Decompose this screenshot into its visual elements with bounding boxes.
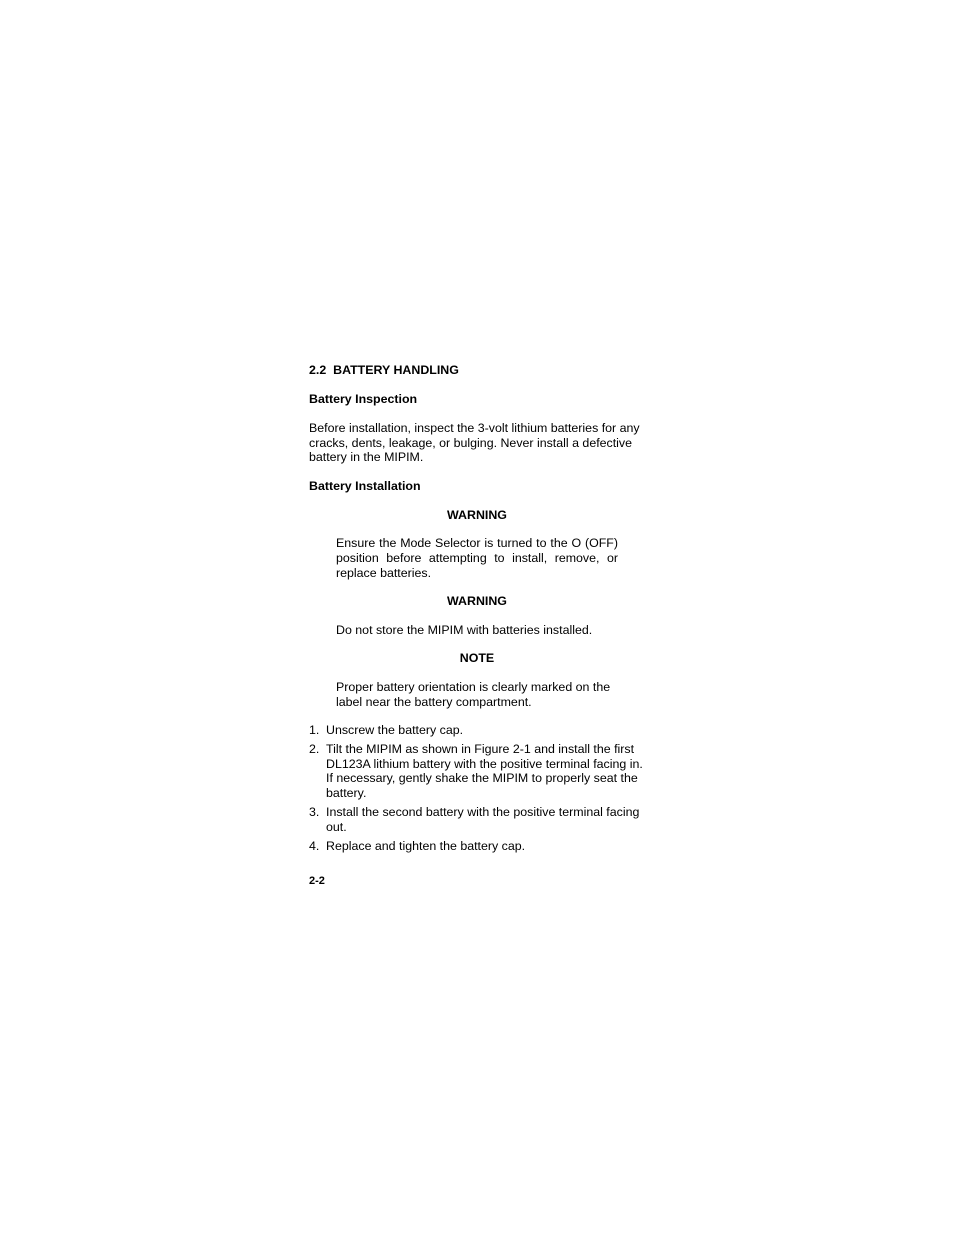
page-content xyxy=(309,363,649,858)
section-number: 2.2 xyxy=(309,363,327,377)
step-item xyxy=(309,839,649,854)
installation-heading: Battery Installation xyxy=(309,478,421,493)
step-item xyxy=(309,805,649,834)
note-text: Proper battery orientation is clearly marked on the label near the battery compartment. xyxy=(336,679,611,709)
step-text: Install the second battery with the positive terminal facing out. xyxy=(326,805,640,834)
step-number: 3. xyxy=(309,805,320,820)
step-text: Tilt the MIPIM as shown in Figure 2-1 and install the first DL123A lithium battery with the positive terminal facing in. If necessary, gently shake the MIPIM to properly seat the battery. xyxy=(326,742,643,800)
section-heading xyxy=(309,363,649,378)
warning-label-1: WARNING xyxy=(447,507,507,522)
note-label: NOTE xyxy=(459,651,495,666)
step-number: 1. xyxy=(309,723,320,738)
step-item xyxy=(309,723,649,738)
warning-text-1: Ensure the Mode Selector is turned to the O (OFF) position before attempting to install, remove, or replace batteries. xyxy=(336,536,618,580)
inspection-paragraph: Before installation, inspect the 3-volt lithium batteries for any cracks, dents, leakage, or bulging. Never install a defective battery in the MIPIM. xyxy=(309,421,640,465)
inspection-heading: Battery Inspection xyxy=(309,392,418,406)
step-text: Unscrew the battery cap. xyxy=(326,723,464,738)
step-number: 4. xyxy=(309,838,320,853)
step-number: 2. xyxy=(309,742,320,757)
step-text: Replace and tighten the battery cap. xyxy=(326,838,526,853)
step-item xyxy=(309,742,649,800)
warning-text-2: Do not store the MIPIM with batteries installed. xyxy=(336,622,593,637)
warning-label-2: WARNING xyxy=(447,594,507,609)
page-number: 2-2 xyxy=(309,875,325,887)
section-title: BATTERY HANDLING xyxy=(333,363,459,377)
installation-steps xyxy=(309,723,649,853)
